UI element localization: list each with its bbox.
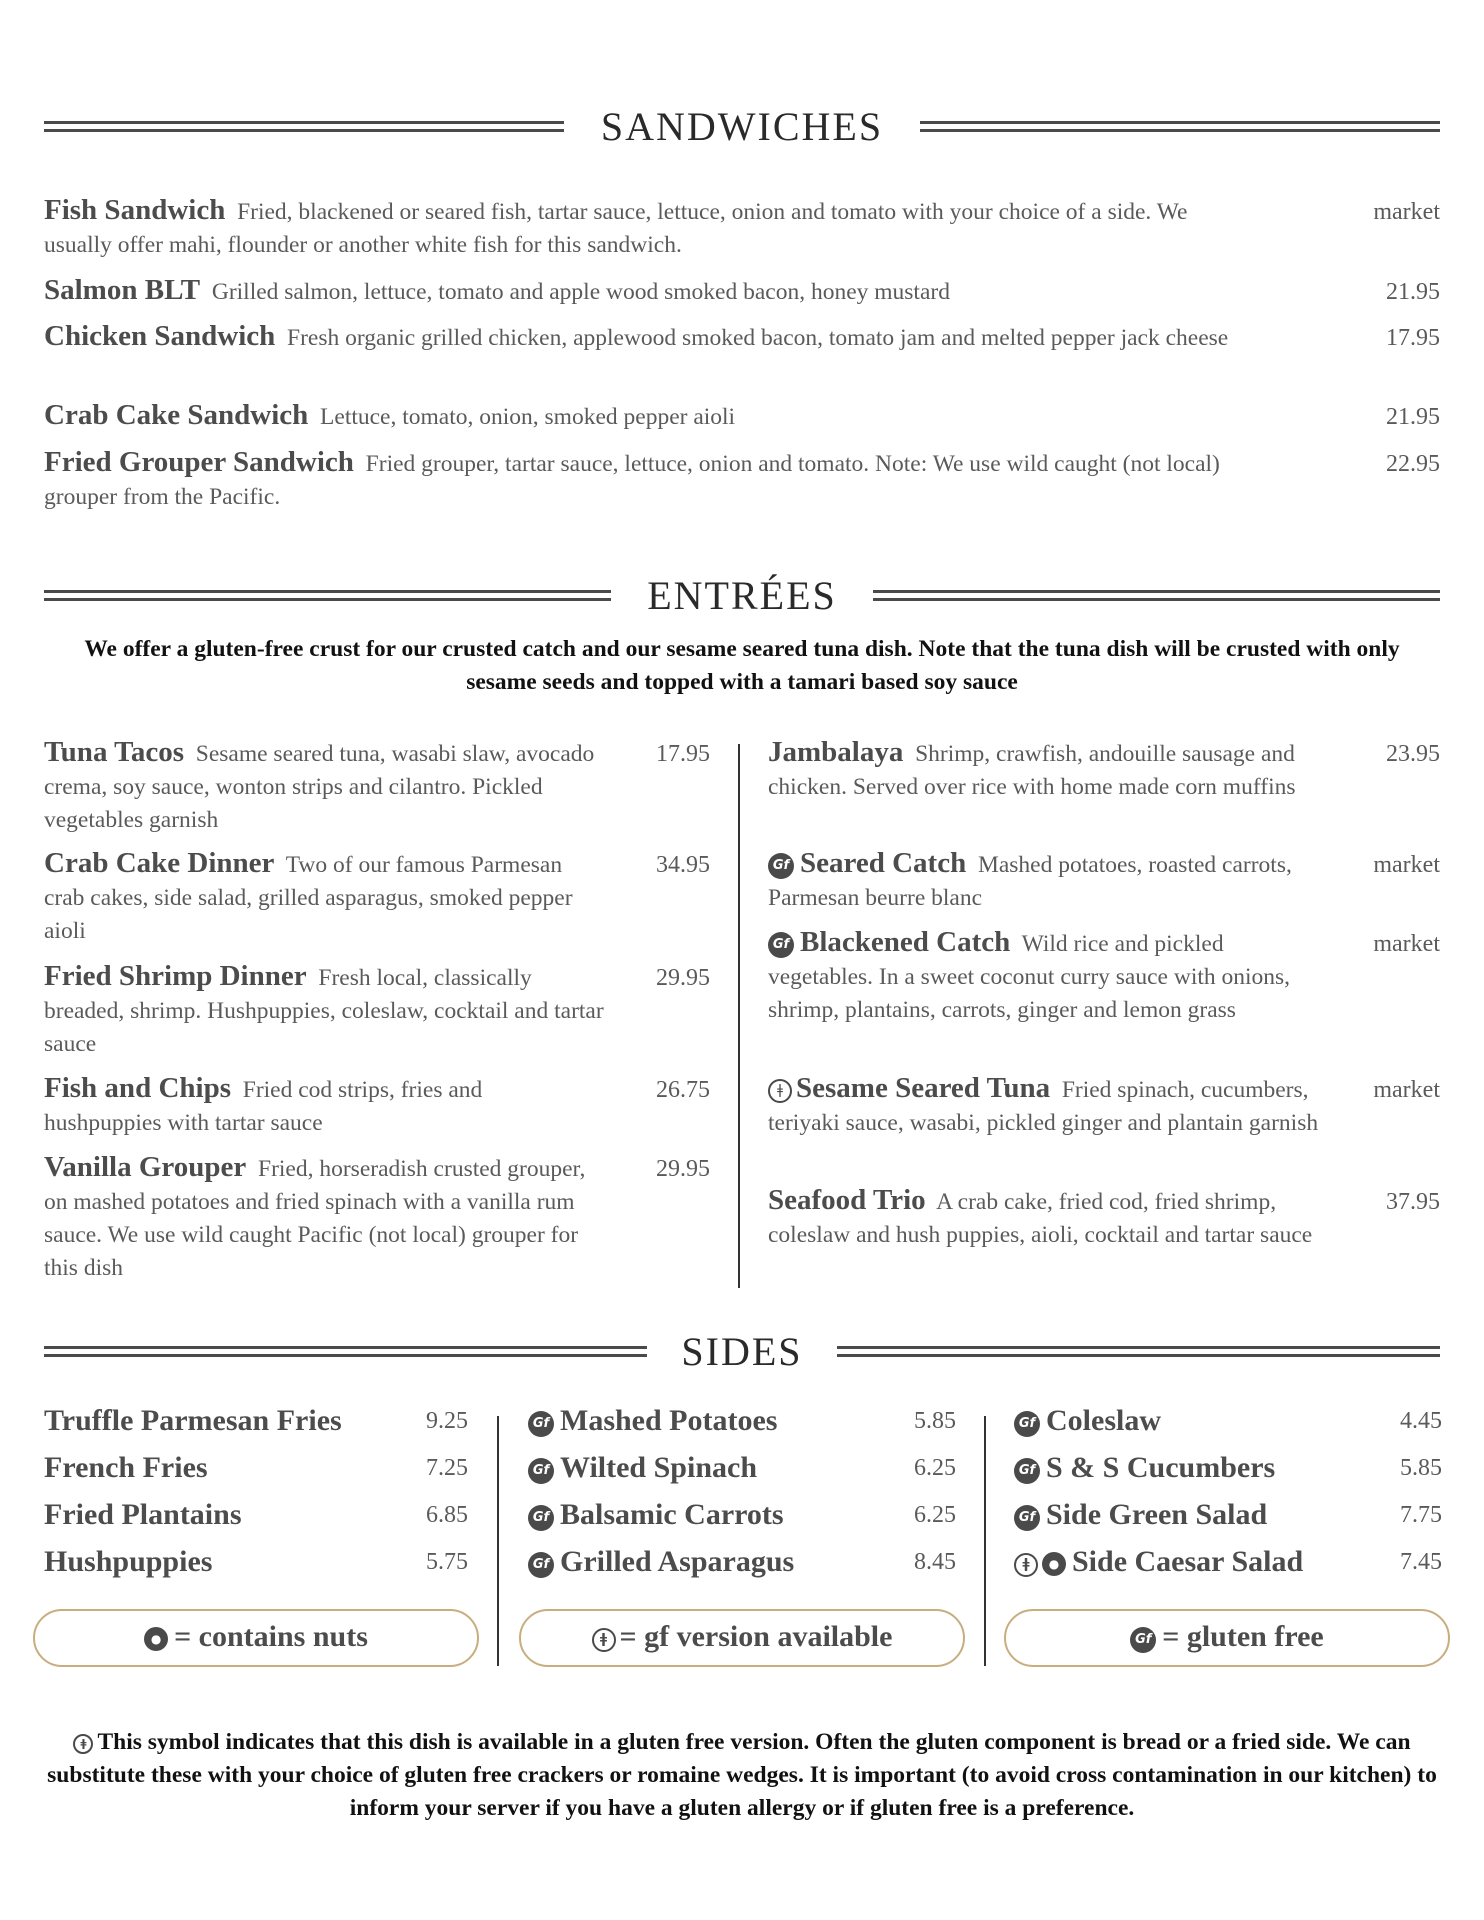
side-item <box>528 1544 794 1580</box>
menu-item <box>768 926 1328 1027</box>
sandwiches-header <box>44 104 1440 149</box>
gluten-free-icon: Gf <box>768 932 794 958</box>
item-price: 34.95 <box>656 852 710 878</box>
item-price: 17.95 <box>656 741 710 767</box>
item-desc: Fresh local, classically breaded, shrimp. Hushpuppies, coleslaw, cocktail and tartar sauce <box>44 965 604 1057</box>
side-item-name: Fried Plantains <box>44 1498 242 1531</box>
item-name: Tuna Tacos <box>44 736 185 768</box>
item-name: Vanilla Grouper <box>44 1151 247 1183</box>
menu-item <box>44 194 1214 262</box>
gluten-free-icon: Gf <box>1014 1458 1040 1484</box>
menu-item <box>44 446 1274 514</box>
item-name: Seared Catch <box>800 847 967 879</box>
side-item-name: French Fries <box>44 1451 208 1484</box>
item-desc: Wild rice and pickled vegetables. In a sweet coconut curry sauce with onions, shrimp, plantains, carrots, ginger and lemon grass <box>768 931 1291 1023</box>
menu-item <box>44 320 1274 355</box>
side-item-name: Truffle Parmesan Fries <box>44 1404 342 1437</box>
item-name: Chicken Sandwich <box>44 320 276 352</box>
entrees-note: We offer a gluten-free crust for our crusted catch and our sesame seared tuna dish. Note that the tuna dish will be crusted with only sesame seeds and topped with a tamari based soy sauce <box>84 636 1400 695</box>
item-name: Fried Shrimp Dinner <box>44 960 307 992</box>
item-desc: A crab cake, fried cod, fried shrimp, coleslaw and hush puppies, aioli, cocktail and tartar sauce <box>768 1189 1313 1248</box>
menu-item <box>768 1184 1328 1252</box>
menu-item <box>44 736 604 837</box>
entrees-title: ENTRÉES <box>619 573 865 618</box>
menu-item <box>44 960 604 1061</box>
sides-header <box>44 1329 1440 1374</box>
menu-item <box>44 1072 604 1140</box>
side-item <box>1014 1497 1267 1533</box>
item-desc: Fried grouper, tartar sauce, lettuce, onion and tomato. Note: We use wild caught (not local) grouper from the Pacific. <box>44 451 1220 510</box>
footer-note <box>30 1726 1454 1825</box>
item-desc: Grilled salmon, lettuce, tomato and apple wood smoked bacon, honey mustard <box>211 279 950 305</box>
gf-version-icon: ǂ <box>1014 1553 1038 1577</box>
menu-item <box>44 847 604 948</box>
legend-gf-version <box>519 1609 965 1667</box>
side-item-name: Wilted Spinach <box>560 1451 758 1484</box>
sides-divider <box>984 1416 986 1666</box>
item-name: Fish Sandwich <box>44 194 226 226</box>
item-desc: Fried spinach, cucumbers, teriyaki sauce, wasabi, pickled ginger and plantain garnish <box>768 1077 1319 1136</box>
item-price: 29.95 <box>656 1156 710 1182</box>
side-item <box>1014 1544 1303 1580</box>
gluten-free-icon: Gf <box>1014 1505 1040 1531</box>
item-name: Crab Cake Sandwich <box>44 399 309 431</box>
item-price: market <box>1373 852 1440 878</box>
side-item-price: 7.45 <box>1400 1549 1442 1575</box>
item-name: Seafood Trio <box>768 1184 926 1216</box>
side-item-price: 8.45 <box>914 1549 956 1575</box>
menu-item <box>44 399 1214 434</box>
sandwiches-title: SANDWICHES <box>573 104 911 149</box>
sides-title: SIDES <box>653 1329 830 1374</box>
item-desc: Mashed potatoes, roasted carrots, Parmesan beurre blanc <box>768 852 1292 911</box>
menu-item <box>768 1072 1328 1140</box>
menu-item <box>768 736 1328 804</box>
item-desc: Two of our famous Parmesan crab cakes, side salad, grilled asparagus, smoked pepper aioli <box>44 852 573 944</box>
legend-label: = contains nuts <box>174 1620 368 1653</box>
side-item-price: 5.85 <box>914 1408 956 1434</box>
item-price: 17.95 <box>1386 325 1440 351</box>
side-item-name: Hushpuppies <box>44 1545 213 1578</box>
item-name: Fish and Chips <box>44 1072 231 1104</box>
side-item-price: 7.75 <box>1400 1502 1442 1528</box>
item-price: market <box>1373 199 1440 225</box>
gluten-free-icon: Gf <box>528 1552 554 1578</box>
item-desc: Fried, horseradish crusted grouper, on mashed potatoes and fried spinach with a vanilla rum sauce. We use wild caught Pacific (not local) grouper for this dish <box>44 1156 586 1281</box>
gluten-free-icon: Gf <box>528 1411 554 1437</box>
side-item-price: 5.85 <box>1400 1455 1442 1481</box>
gf-version-icon: ǂ <box>592 1628 616 1652</box>
menu-item <box>44 1151 604 1285</box>
side-item <box>1014 1403 1161 1439</box>
item-desc: Shrimp, crawfish, andouille sausage and chicken. Served over rice with home made corn muffins <box>768 741 1296 800</box>
side-item-price: 6.25 <box>914 1502 956 1528</box>
gf-version-icon: ǂ <box>768 1079 792 1103</box>
legend-contains-nuts <box>33 1609 479 1667</box>
entrees-header <box>44 573 1440 618</box>
side-item-price: 5.75 <box>426 1549 468 1575</box>
gluten-free-icon: Gf <box>768 853 794 879</box>
item-price: 23.95 <box>1386 741 1440 767</box>
side-item <box>528 1497 784 1533</box>
legend-label: = gluten free <box>1162 1620 1324 1653</box>
side-item-name: Coleslaw <box>1046 1404 1161 1437</box>
gluten-free-icon: Gf <box>1130 1627 1156 1653</box>
item-price: 21.95 <box>1386 279 1440 305</box>
gluten-free-icon: Gf <box>528 1458 554 1484</box>
side-item-price: 7.25 <box>426 1455 468 1481</box>
item-desc: Fresh organic grilled chicken, applewood smoked bacon, tomato jam and melted pepper jack cheese <box>287 325 1229 351</box>
side-item <box>1014 1450 1275 1486</box>
item-name: Fried Grouper Sandwich <box>44 446 354 478</box>
item-desc: Sesame seared tuna, wasabi slaw, avocado crema, soy sauce, wonton strips and cilantro. Pickled vegetables garnish <box>44 741 595 833</box>
side-item-name: Mashed Potatoes <box>560 1404 778 1437</box>
side-item-name: Balsamic Carrots <box>560 1498 784 1531</box>
item-price: market <box>1373 931 1440 957</box>
item-name: Crab Cake Dinner <box>44 847 275 879</box>
side-item-price: 6.85 <box>426 1502 468 1528</box>
footer-text: This symbol indicates that this dish is available in a gluten free version. Often the gluten component is bread or a fried side. We can substitute these with your choice of gluten free crackers or romaine wedges. It is important (to avoid cross contamination in our kitchen) to inform your server if you have a gluten allergy or if gluten free is a preference. <box>47 1729 1437 1821</box>
entrees-column-divider <box>738 744 740 1288</box>
item-desc: Lettuce, tomato, onion, smoked pepper aioli <box>320 404 736 430</box>
menu-item <box>768 847 1328 915</box>
item-price: 22.95 <box>1386 451 1440 477</box>
item-price: 37.95 <box>1386 1189 1440 1215</box>
side-item-price: 6.25 <box>914 1455 956 1481</box>
item-desc: Fried cod strips, fries and hushpuppies with tartar sauce <box>44 1077 483 1136</box>
legend-gluten-free <box>1004 1609 1450 1667</box>
menu-item <box>44 274 1214 309</box>
gluten-free-icon: Gf <box>1014 1411 1040 1437</box>
side-item-name: Grilled Asparagus <box>560 1545 795 1578</box>
item-price: 21.95 <box>1386 404 1440 430</box>
legend-label: = gf version available <box>619 1620 893 1653</box>
side-item-name: S & S Cucumbers <box>1046 1451 1276 1484</box>
gf-version-icon: ǂ <box>73 1734 93 1754</box>
contains-nuts-icon: ● <box>1042 1552 1066 1576</box>
side-item <box>528 1450 757 1486</box>
side-item-name: Side Green Salad <box>1046 1498 1268 1531</box>
item-name: Sesame Seared Tuna <box>796 1072 1051 1104</box>
side-item-price: 4.45 <box>1400 1408 1442 1434</box>
side-item-price: 9.25 <box>426 1408 468 1434</box>
item-name: Salmon BLT <box>44 274 201 306</box>
item-name: Jambalaya <box>768 736 904 768</box>
gluten-free-icon: Gf <box>528 1505 554 1531</box>
side-item-name: Side Caesar Salad <box>1072 1545 1304 1578</box>
sides-divider <box>497 1416 499 1666</box>
side-item <box>528 1403 777 1439</box>
item-price: market <box>1373 1077 1440 1103</box>
item-price: 29.95 <box>656 965 710 991</box>
contains-nuts-icon: ● <box>144 1627 168 1651</box>
item-name: Blackened Catch <box>800 926 1011 958</box>
item-desc: Fried, blackened or seared fish, tartar sauce, lettuce, onion and tomato with your choice of a side. We usually offer mahi, flounder or another white fish for this sandwich. <box>44 199 1188 258</box>
item-price: 26.75 <box>656 1077 710 1103</box>
